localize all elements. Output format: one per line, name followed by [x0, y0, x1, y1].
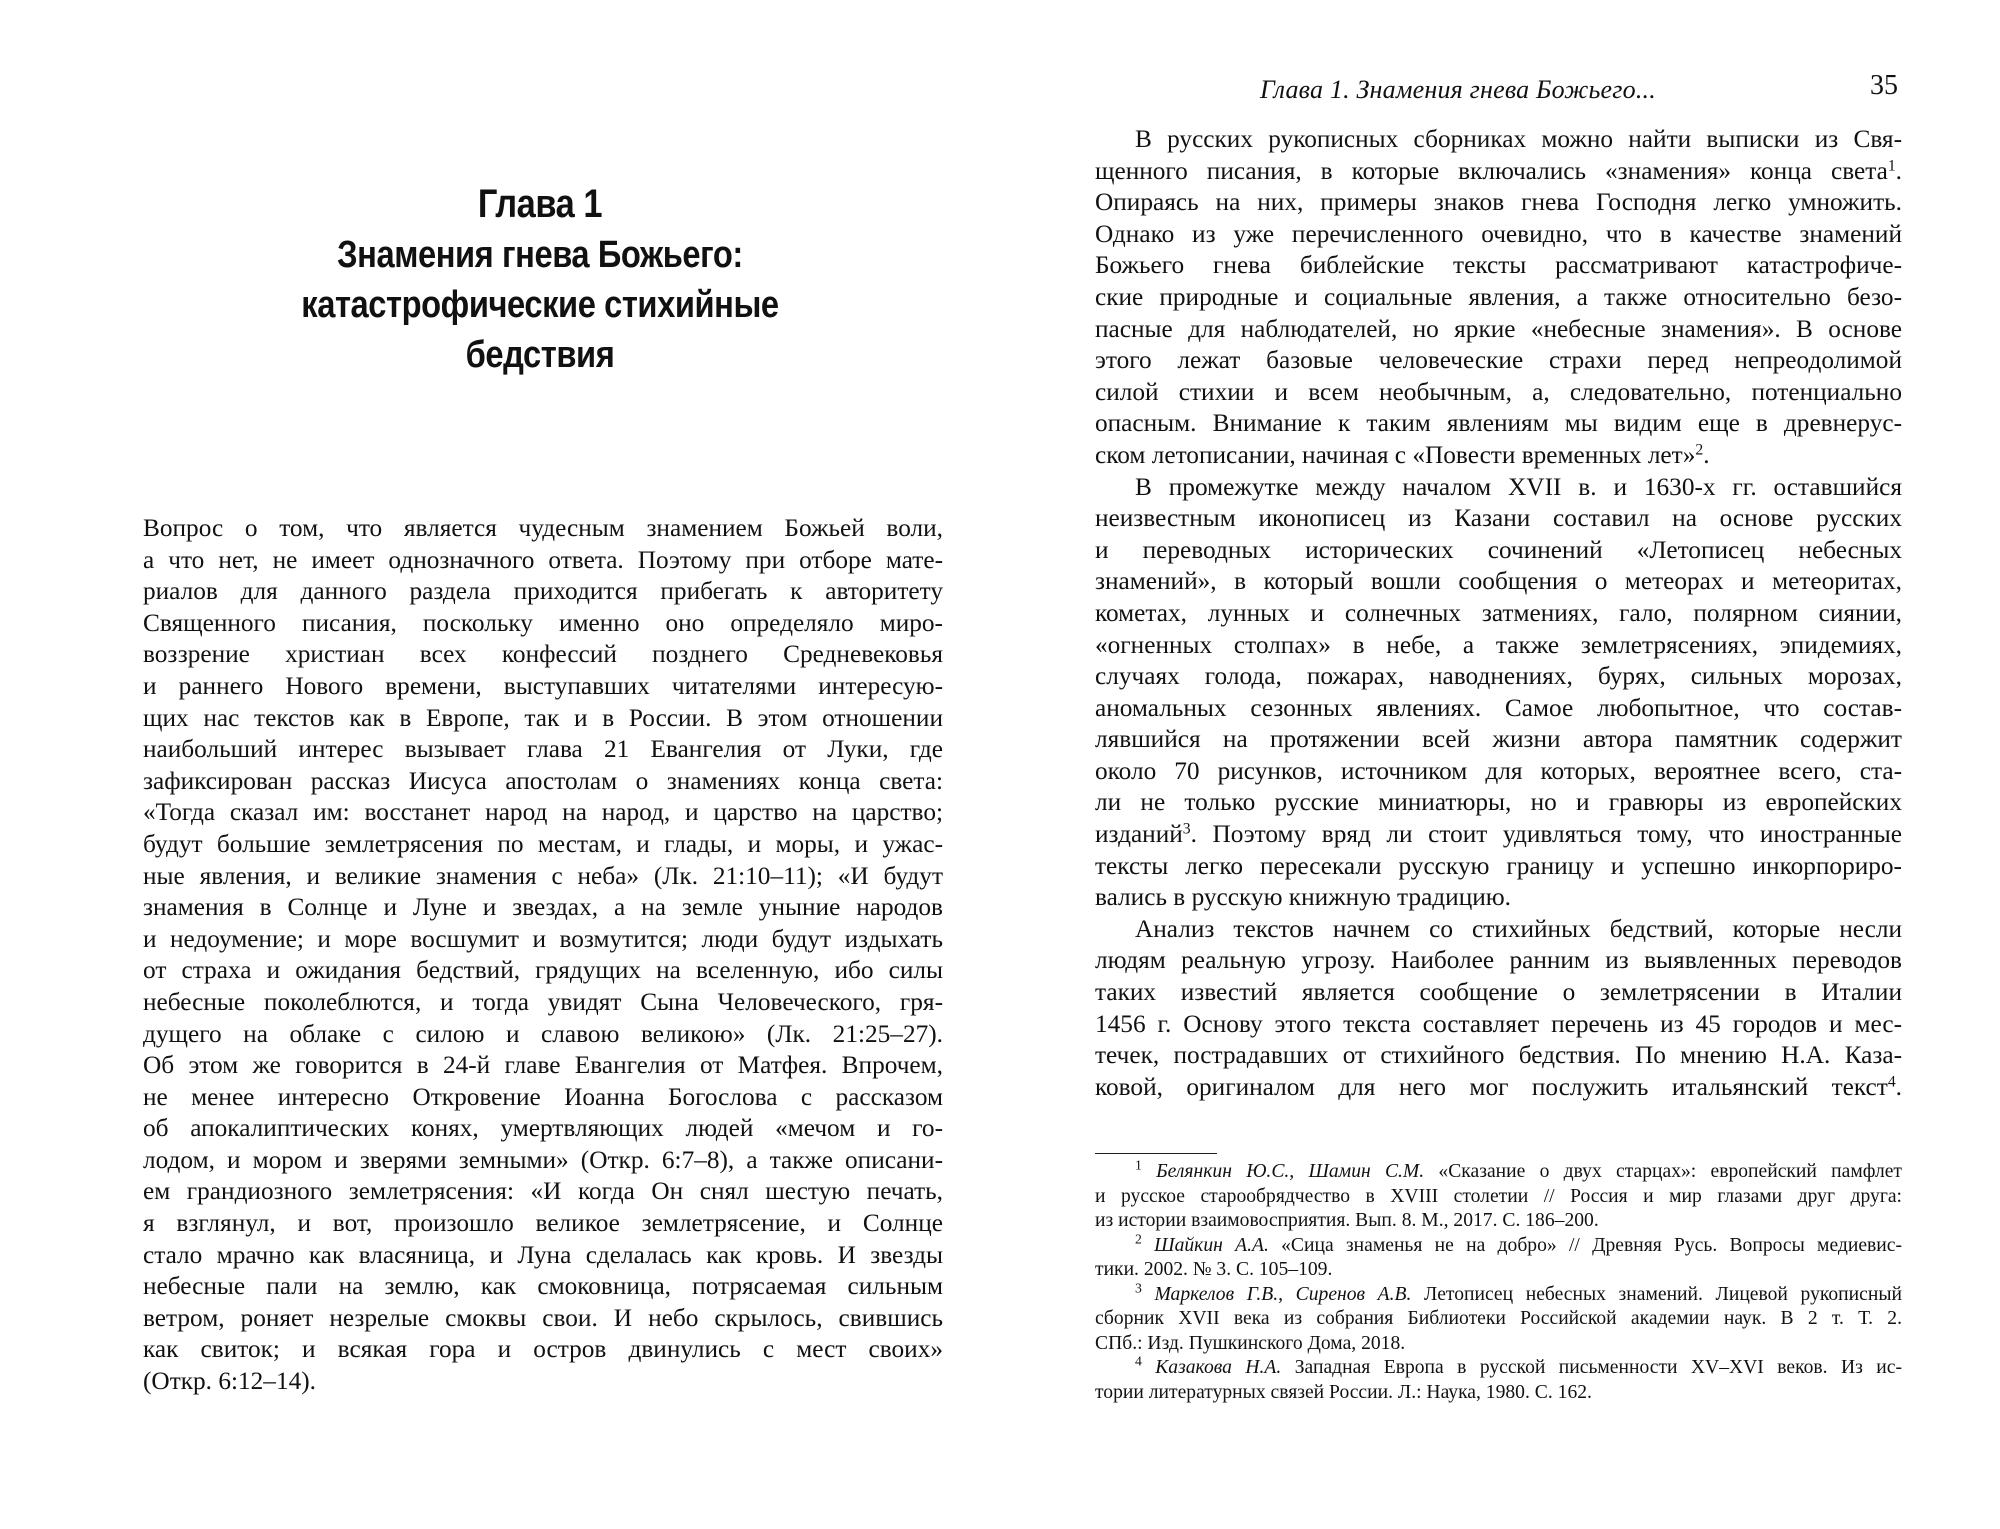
text-line: течек, пострадавших от стихийного бедствия. По мнению Н.А. Каза- — [1095, 1041, 1902, 1070]
footnote-2-line: тики. 2002. № 3. С. 105–109. — [1095, 1259, 1333, 1280]
text-line: Божьего гнева библейские тексты рассматривают катастрофиче- — [1095, 251, 1902, 280]
text-line: как свиток; и всякая гора и остров двинулись с мест своих» — [143, 1335, 943, 1364]
text-line: аномальных сезонных явлениях. Самое любопытное, что состав- — [1095, 693, 1902, 722]
text-line: небесные поколеблются, и тогда увидят Сына Человеческого, гря- — [143, 987, 943, 1016]
text-line: от страха и ожидания бедствий, грядущих на вселенную, ибо силы — [143, 956, 943, 985]
text-line: я взглянул, и вот, произошло великое землетрясение, и Солнце — [143, 1209, 943, 1238]
footnote-3-line: СПб.: Изд. Пушкинского Дома, 2018. — [1095, 1332, 1406, 1354]
text-line: Об этом же говорится в 24-й главе Евангелия от Матфея. Впрочем, — [143, 1051, 943, 1080]
text-line: ли не только русские миниатюры, но и гравюры из европейских — [1095, 788, 1902, 817]
text-line: ные явления, и великие знамения с неба» (Лк. 21:10–11); «И будут — [143, 861, 943, 890]
text-line: вались в русскую книжную традицию. — [1095, 883, 1512, 912]
right-body-text — [1095, 124, 1902, 1103]
footnote-1-line: $^1$ Белянкин Ю.С., Шамин С.М. «Сказание о двух старцах»: европейский памфлет — [1135, 1157, 1902, 1182]
footnote-ref[interactable]: 2 — [1695, 441, 1704, 459]
text-line: силой стихии и всем необычным, а, следовательно, потенциально — [1095, 377, 1902, 406]
text-line: «Тогда сказал им: восстанет народ на народ, и царство на царство; — [143, 798, 943, 827]
text-line: этого лежат базовые человеческие страхи перед непреодолимой — [1095, 346, 1902, 375]
text-line: знамения в Солнце и Луне и звездах, а на земле уныние народов — [143, 893, 943, 922]
text-line: В промежутке между началом XVII в. и 1630-х гг. оставшийся — [1135, 472, 1902, 501]
text-line: (Откр. 6:12–14). — [143, 1367, 317, 1396]
text-line: Священного писания, поскольку именно оно определяло миро- — [143, 608, 943, 637]
text-line: знамений», в который вошли сообщения о метеорах и метеоритах, — [1095, 567, 1902, 596]
text-line: В русских рукописных сборниках можно найти выписки из Свя- — [1135, 125, 1902, 153]
text-line: не менее интересно Откровение Иоанна Богослова с рассказом — [143, 1082, 943, 1111]
text-line: щих нас текстов как в Европе, так и в России. В этом отношении — [143, 703, 943, 732]
text-line: щенного писания, в которые включались «знамения» конца света$^1$. — [1095, 156, 1902, 185]
footnote-4-line: тории литературных связей России. Л.: Наука, 1980. С. 162. — [1095, 1381, 1592, 1403]
text-line: ском летописании, начиная с «Повести временных лет»$^2$. — [1095, 440, 1710, 469]
footnote-1-line: и русское старообрядчество в XVIII столетии // Россия и мир глазами друг друга: — [1095, 1185, 1902, 1207]
text-line: Анализ текстов начнем со стихийных бедствий, которые несли — [1135, 914, 1902, 943]
page-number: 35 — [1870, 70, 1898, 101]
chapter-title-line-2: катастрофические стихийные бедствия — [301, 284, 779, 376]
text-line: ветром, роняет незрелые смоквы свои. И небо скрылось, свившись — [143, 1303, 943, 1332]
footnote-ref[interactable]: 4 — [1887, 1073, 1896, 1091]
chapter-title-line-1: Знамения гнева Божьего: — [337, 234, 743, 276]
text-line: Вопрос о том, что является чудесным знамением Божьей воли, — [143, 514, 943, 542]
text-line: таких известий является сообщение о землетрясении в Италии — [1095, 978, 1902, 1007]
text-line: 1456 г. Основу этого текста составляет перечень из 45 городов и мес- — [1095, 1009, 1902, 1038]
text-line: «огненных столпах» в небе, а также землетрясениях, эпидемиях, — [1095, 630, 1902, 659]
text-line: об апокалиптических конях, умертвляющих людей «мечом и го- — [143, 1114, 943, 1143]
text-line: лявшийся на протяжении всей жизни автора памятник содержит — [1095, 725, 1902, 754]
footnotes — [1095, 1157, 1903, 1405]
text-line: наибольший интерес вызывает глава 21 Евангелия от Луки, где — [143, 735, 943, 764]
text-line: воззрение христиан всех конфессий позднего Средневековья — [143, 640, 943, 669]
text-line: будут большие землетрясения по местам, и глады, и моры, и ужас- — [143, 829, 943, 858]
text-line: Однако из уже перечисленного очевидно, что в качестве знамений — [1095, 219, 1902, 248]
text-line: лодом, и мором и зверями земными» (Откр. 6:7–8), а также описани- — [143, 1145, 943, 1174]
footnote-2-line: $^2$ Шайкин А.А. «Сица знаменья не на добро» // Древняя Русь. Вопросы медиевис- — [1135, 1230, 1902, 1256]
text-line: ковой, оригиналом для него мог послужить итальянский текст$^4$. — [1095, 1072, 1902, 1101]
footnote-3-line: сборник XVII века из собрания Библиотеки Российской академии наук. В 2 т. Т. 2. — [1095, 1308, 1902, 1329]
footnote-1-line: из истории взаимовосприятия. Вып. 8. М., 2017. С. 186–200. — [1095, 1210, 1599, 1231]
text-line: пасные для наблюдателей, но яркие «небесные знамения». В основе — [1095, 314, 1902, 343]
text-line: зафиксирован рассказ Иисуса апостолам о знамениях конца света: — [143, 766, 943, 795]
text-line: и переводных исторических сочинений «Летописец небесных — [1095, 535, 1902, 564]
text-line: небесные пали на землю, как смоковница, потрясаемая сильным — [143, 1272, 943, 1301]
chapter-number: Глава 1 — [477, 182, 603, 226]
text-line: ем грандиозного землетрясения: «И когда Он снял шестую печать, — [143, 1177, 943, 1206]
text-line: а что нет, не имеет однозначного ответа. Поэтому при отборе мате- — [143, 545, 943, 574]
text-line: неизвестным иконописец из Казани составил на основе русских — [1095, 504, 1902, 533]
text-line: случаях голода, пожарах, наводнениях, бурях, сильных морозах, — [1095, 662, 1902, 691]
text-line: изданий$^3$. Поэтому вряд ли стоит удивляться тому, что иностранные — [1095, 820, 1902, 849]
text-line: риалов для данного раздела приходится прибегать к авторитету — [143, 577, 943, 606]
text-line: тексты легко пересекали русскую границу и успешно инкорпориро- — [1095, 851, 1902, 880]
text-line: ские природные и социальные явления, а также относительно безо- — [1095, 282, 1902, 311]
chapter-heading — [200, 178, 880, 380]
text-line: дущего на облаке с силою и славою великою» (Лк. 21:25–27). — [143, 1019, 943, 1048]
text-line: и раннего Нового времени, выступавших читателями интересую- — [143, 671, 943, 700]
footnote-ref[interactable]: 3 — [1182, 820, 1191, 838]
footnote-3-line: $^3$ Маркелов Г.В., Сиренов А.В. Летописец небесных знамений. Лицевой рукописный — [1135, 1279, 1902, 1305]
footnote-4-line: $^4$ Казакова Н.А. Западная Европа в русской письменности XV–XVI веков. Из ис- — [1135, 1353, 1903, 1378]
left-body-text — [143, 513, 943, 1398]
footnote-ref[interactable]: 1 — [1887, 156, 1896, 174]
text-line: и недоумение; и море восшумит и возмутится; люди будут издыхать — [143, 924, 943, 953]
running-head-title: Глава 1. Знамения гнева Божьего... — [1260, 75, 1656, 104]
text-line: людям реальную угрозу. Наиболее ранним из выявленных переводов — [1095, 946, 1902, 975]
text-line: кометах, лунных и солнечных затмениях, гало, полярном сиянии, — [1095, 598, 1902, 627]
right-page — [1000, 0, 2000, 1529]
text-line: стало мрачно как власяница, и Луна сделалась как кровь. И звезды — [143, 1240, 943, 1269]
text-line: Опираясь на них, примеры знаков гнева Господня легко умножить. — [1095, 188, 1902, 217]
footnote-divider — [1095, 1153, 1217, 1154]
text-line: около 70 рисунков, источником для которых, вероятнее всего, ста- — [1095, 756, 1902, 785]
text-line: опасным. Внимание к таким явлениям мы видим еще в древнерус- — [1095, 409, 1902, 438]
